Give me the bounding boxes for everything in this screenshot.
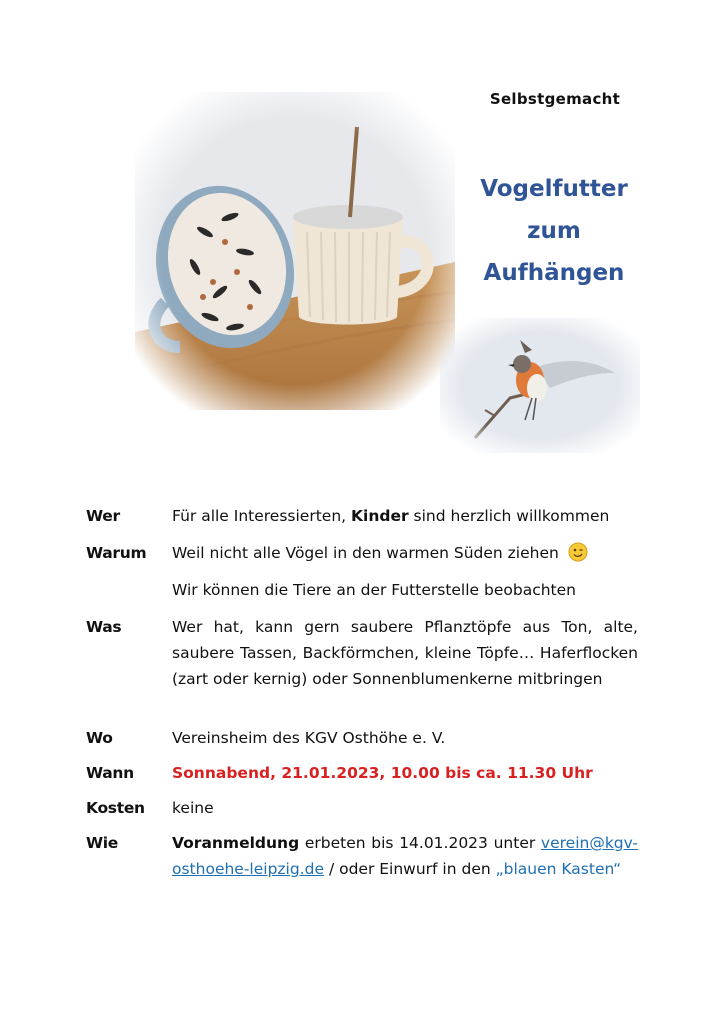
row-label: Warum	[86, 544, 147, 562]
blue-box-text: „blauen Kasten“	[495, 860, 622, 878]
row-text: Wer hat, kann gern saubere Pflanztöpfe aus Ton, alte, saubere Tassen, Backförmchen, kleine Töpfe… Haferflocken (zart oder kernig) oder Sonnenblumenkerne mitbringen	[172, 618, 638, 688]
row-text: Voranmeldung erbeten bis 14.01.2023 unter verein@kgv-osthoehe-leipzig.de / oder Einwurf in den „blauen Kasten“	[172, 834, 638, 878]
page-title	[455, 168, 653, 294]
detail-row-wer	[86, 503, 638, 529]
row-label: Wie	[86, 834, 119, 852]
header-kicker: Selbstgemacht	[489, 90, 621, 108]
photo-cups-birdseed	[135, 92, 455, 410]
row-label: Kosten	[86, 799, 145, 817]
title-line: zum	[527, 218, 581, 244]
title-line: Aufhängen	[483, 260, 625, 286]
row-text: Für alle Interessierten, Kinder sind herzlich willkommen	[172, 507, 610, 525]
detail-row-wie	[86, 830, 638, 910]
row-label: Wer	[86, 507, 120, 525]
row-text: Sonnabend, 21.01.2023, 10.00 bis ca. 11.30 Uhr	[172, 764, 593, 782]
detail-row-was	[86, 614, 638, 718]
row-label: Wann	[86, 764, 134, 782]
row-text: keine	[172, 799, 214, 817]
wink-emoji-icon	[568, 542, 588, 562]
photo-robin-bird	[440, 318, 640, 453]
detail-row-kosten	[86, 795, 638, 821]
email-link[interactable]: verein@kgv-osthoehe-leipzig.de	[172, 834, 638, 878]
detail-row-warum	[86, 540, 638, 566]
row-text: Vereinsheim des KGV Osthöhe e. V.	[172, 729, 446, 747]
row-label: Was	[86, 618, 122, 636]
detail-row-wann	[86, 760, 638, 786]
detail-row-warum-2	[86, 577, 638, 603]
row-text: Wir können die Tiere an der Futterstelle beobachten	[172, 581, 576, 599]
detail-row-wo	[86, 725, 638, 751]
row-text: Weil nicht alle Vögel in den warmen Süden ziehen	[172, 540, 638, 566]
row-label: Wo	[86, 729, 113, 747]
title-line: Vogelfutter	[480, 176, 628, 202]
